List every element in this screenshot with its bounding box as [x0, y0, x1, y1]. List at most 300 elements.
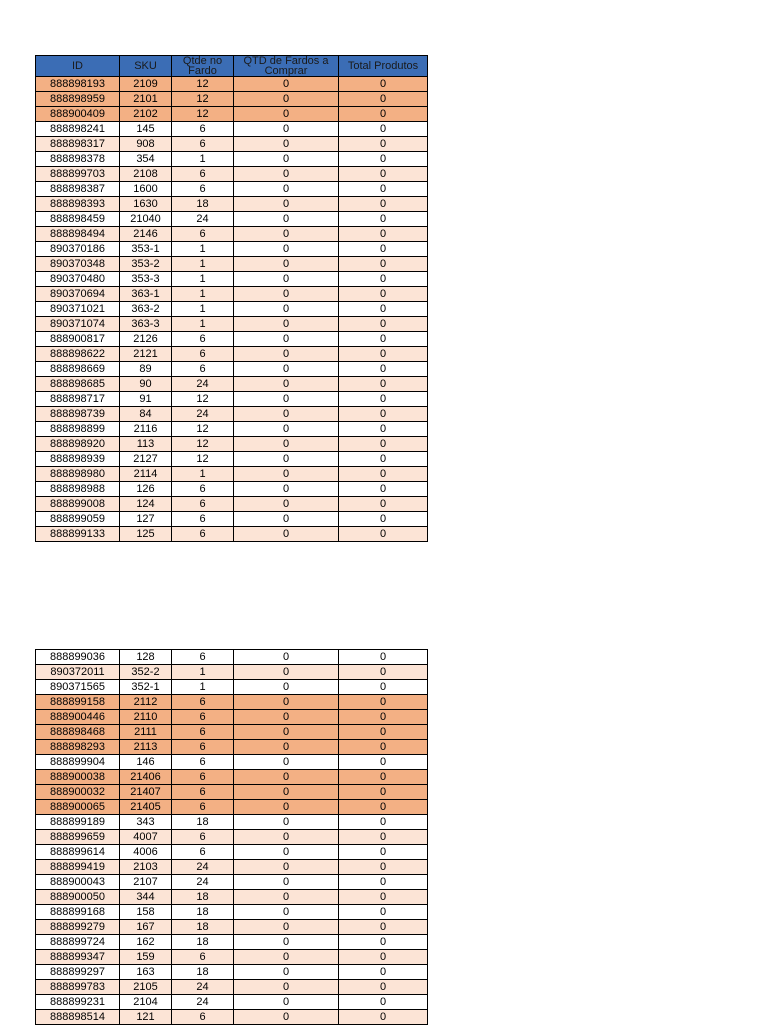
cell-sku[interactable]: 2108	[120, 167, 172, 182]
cell-fardos[interactable]: 0	[234, 272, 339, 287]
cell-qtde[interactable]: 6	[172, 227, 234, 242]
cell-id[interactable]: 888899008	[36, 497, 120, 512]
cell-sku[interactable]: 21405	[120, 800, 172, 815]
cell-id[interactable]: 888900032	[36, 785, 120, 800]
cell-fardos[interactable]: 0	[234, 437, 339, 452]
cell-fardos[interactable]: 0	[234, 392, 339, 407]
cell-fardos[interactable]: 0	[234, 665, 339, 680]
cell-id[interactable]: 888898393	[36, 197, 120, 212]
cell-id[interactable]: 888899724	[36, 935, 120, 950]
cell-sku[interactable]: 124	[120, 497, 172, 512]
cell-qtde[interactable]: 1	[172, 242, 234, 257]
cell-id[interactable]: 888899783	[36, 980, 120, 995]
cell-qtde[interactable]: 18	[172, 905, 234, 920]
cell-qtde[interactable]: 6	[172, 497, 234, 512]
cell-total[interactable]: 0	[339, 422, 428, 437]
cell-id[interactable]: 888898988	[36, 482, 120, 497]
cell-qtde[interactable]: 6	[172, 137, 234, 152]
cell-sku[interactable]: 2127	[120, 452, 172, 467]
cell-total[interactable]: 0	[339, 740, 428, 755]
cell-id[interactable]: 890371074	[36, 317, 120, 332]
cell-id[interactable]: 888898459	[36, 212, 120, 227]
cell-fardos[interactable]: 0	[234, 287, 339, 302]
cell-qtde[interactable]: 12	[172, 77, 234, 92]
cell-fardos[interactable]: 0	[234, 527, 339, 542]
cell-total[interactable]: 0	[339, 227, 428, 242]
cell-sku[interactable]: 2111	[120, 725, 172, 740]
cell-id[interactable]: 888899904	[36, 755, 120, 770]
cell-sku[interactable]: 2113	[120, 740, 172, 755]
cell-qtde[interactable]: 18	[172, 935, 234, 950]
cell-sku[interactable]: 162	[120, 935, 172, 950]
table-row	[36, 512, 428, 527]
table-row	[36, 422, 428, 437]
cell-qtde[interactable]: 1	[172, 467, 234, 482]
cell-id[interactable]: 888899279	[36, 920, 120, 935]
table-row	[36, 77, 428, 92]
header-total-produtos: Total Produtos	[339, 56, 428, 77]
cell-qtde[interactable]: 6	[172, 182, 234, 197]
cell-total[interactable]: 0	[339, 512, 428, 527]
cell-total[interactable]: 0	[339, 437, 428, 452]
cell-total[interactable]: 0	[339, 317, 428, 332]
cell-total[interactable]: 0	[339, 980, 428, 995]
cell-qtde[interactable]: 1	[172, 287, 234, 302]
cell-qtde[interactable]: 6	[172, 695, 234, 710]
cell-id[interactable]: 888898939	[36, 452, 120, 467]
table-row	[36, 167, 428, 182]
cell-fardos[interactable]: 0	[234, 1010, 339, 1025]
cell-sku[interactable]: 2105	[120, 980, 172, 995]
cell-total[interactable]: 0	[339, 482, 428, 497]
cell-qtde[interactable]: 18	[172, 815, 234, 830]
cell-qtde[interactable]: 6	[172, 512, 234, 527]
cell-sku[interactable]: 146	[120, 755, 172, 770]
cell-total[interactable]: 0	[339, 332, 428, 347]
cell-qtde[interactable]: 6	[172, 122, 234, 137]
cell-id[interactable]: 888898378	[36, 152, 120, 167]
cell-total[interactable]: 0	[339, 830, 428, 845]
table-row	[36, 347, 428, 362]
cell-id[interactable]: 888900065	[36, 800, 120, 815]
cell-total[interactable]: 0	[339, 950, 428, 965]
cell-fardos[interactable]: 0	[234, 152, 339, 167]
cell-id[interactable]: 888898685	[36, 377, 120, 392]
cell-id[interactable]: 888899297	[36, 965, 120, 980]
cell-sku[interactable]: 2110	[120, 710, 172, 725]
cell-sku[interactable]: 2112	[120, 695, 172, 710]
table-row	[36, 845, 428, 860]
cell-qtde[interactable]: 1	[172, 665, 234, 680]
cell-total[interactable]: 0	[339, 755, 428, 770]
cell-id[interactable]: 890370348	[36, 257, 120, 272]
cell-total[interactable]: 0	[339, 890, 428, 905]
cell-fardos[interactable]: 0	[234, 467, 339, 482]
table-row	[36, 497, 428, 512]
cell-id[interactable]: 888898241	[36, 122, 120, 137]
cell-total[interactable]: 0	[339, 860, 428, 875]
cell-qtde[interactable]: 12	[172, 107, 234, 122]
cell-id[interactable]: 888898920	[36, 437, 120, 452]
cell-sku[interactable]: 363-1	[120, 287, 172, 302]
cell-qtde[interactable]: 6	[172, 332, 234, 347]
cell-id[interactable]: 888899168	[36, 905, 120, 920]
cell-id[interactable]: 888900050	[36, 890, 120, 905]
cell-total[interactable]: 0	[339, 167, 428, 182]
cell-fardos[interactable]: 0	[234, 512, 339, 527]
cell-fardos[interactable]: 0	[234, 422, 339, 437]
cell-fardos[interactable]: 0	[234, 680, 339, 695]
cell-qtde[interactable]: 12	[172, 437, 234, 452]
cell-qtde[interactable]: 12	[172, 92, 234, 107]
cell-qtde[interactable]: 6	[172, 740, 234, 755]
cell-id[interactable]: 888900817	[36, 332, 120, 347]
table-row	[36, 740, 428, 755]
cell-total[interactable]: 0	[339, 935, 428, 950]
cell-total[interactable]: 0	[339, 467, 428, 482]
cell-qtde[interactable]: 6	[172, 527, 234, 542]
cell-fardos[interactable]: 0	[234, 695, 339, 710]
cell-sku[interactable]: 128	[120, 650, 172, 665]
cell-sku[interactable]: 344	[120, 890, 172, 905]
table-row	[36, 965, 428, 980]
table-row	[36, 725, 428, 740]
cell-qtde[interactable]: 6	[172, 347, 234, 362]
cell-total[interactable]: 0	[339, 800, 428, 815]
cell-qtde[interactable]: 1	[172, 272, 234, 287]
cell-fardos[interactable]: 0	[234, 482, 339, 497]
cell-sku[interactable]: 2104	[120, 995, 172, 1010]
cell-qtde[interactable]: 1	[172, 152, 234, 167]
cell-total[interactable]: 0	[339, 452, 428, 467]
cell-qtde[interactable]: 6	[172, 362, 234, 377]
cell-sku[interactable]: 2107	[120, 875, 172, 890]
cell-fardos[interactable]: 0	[234, 830, 339, 845]
cell-fardos[interactable]: 0	[234, 257, 339, 272]
cell-id[interactable]: 888899036	[36, 650, 120, 665]
cell-total[interactable]: 0	[339, 362, 428, 377]
header-sku: SKU	[120, 56, 172, 77]
cell-qtde[interactable]: 6	[172, 770, 234, 785]
cell-fardos[interactable]: 0	[234, 122, 339, 137]
header-id: ID	[36, 56, 120, 77]
cell-total[interactable]: 0	[339, 680, 428, 695]
cell-sku[interactable]: 127	[120, 512, 172, 527]
cell-qtde[interactable]: 18	[172, 890, 234, 905]
cell-id[interactable]: 888898514	[36, 1010, 120, 1025]
cell-id[interactable]: 888898317	[36, 137, 120, 152]
cell-id[interactable]: 888899659	[36, 830, 120, 845]
cell-id[interactable]: 888898669	[36, 362, 120, 377]
cell-qtde[interactable]: 6	[172, 710, 234, 725]
table-row	[36, 332, 428, 347]
cell-total[interactable]: 0	[339, 725, 428, 740]
header-qtde-no-fardo: Qtde no Fardo	[172, 56, 234, 77]
cell-total[interactable]: 0	[339, 122, 428, 137]
cell-fardos[interactable]: 0	[234, 935, 339, 950]
cell-fardos[interactable]: 0	[234, 725, 339, 740]
cell-fardos[interactable]: 0	[234, 362, 339, 377]
cell-sku[interactable]: 353-2	[120, 257, 172, 272]
cell-fardos[interactable]: 0	[234, 77, 339, 92]
cell-qtde[interactable]: 24	[172, 212, 234, 227]
cell-total[interactable]: 0	[339, 77, 428, 92]
cell-id[interactable]: 888899614	[36, 845, 120, 860]
cell-sku[interactable]: 353-1	[120, 242, 172, 257]
cell-total[interactable]: 0	[339, 695, 428, 710]
cell-sku[interactable]: 908	[120, 137, 172, 152]
cell-sku[interactable]: 90	[120, 377, 172, 392]
cell-qtde[interactable]: 24	[172, 875, 234, 890]
cell-total[interactable]: 0	[339, 920, 428, 935]
cell-id[interactable]: 888900446	[36, 710, 120, 725]
cell-total[interactable]: 0	[339, 182, 428, 197]
cell-qtde[interactable]: 6	[172, 830, 234, 845]
cell-sku[interactable]: 159	[120, 950, 172, 965]
cell-id[interactable]: 888899703	[36, 167, 120, 182]
cell-total[interactable]: 0	[339, 995, 428, 1010]
table-row	[36, 272, 428, 287]
cell-id[interactable]: 890371021	[36, 302, 120, 317]
cell-sku[interactable]: 163	[120, 965, 172, 980]
cell-total[interactable]: 0	[339, 845, 428, 860]
cell-sku[interactable]: 4007	[120, 830, 172, 845]
cell-sku[interactable]: 125	[120, 527, 172, 542]
cell-qtde[interactable]: 6	[172, 1010, 234, 1025]
table-row	[36, 317, 428, 332]
cell-id[interactable]: 888899158	[36, 695, 120, 710]
cell-qtde[interactable]: 6	[172, 785, 234, 800]
cell-fardos[interactable]: 0	[234, 107, 339, 122]
cell-qtde[interactable]: 6	[172, 650, 234, 665]
cell-total[interactable]: 0	[339, 302, 428, 317]
cell-total[interactable]: 0	[339, 377, 428, 392]
cell-fardos[interactable]: 0	[234, 317, 339, 332]
cell-total[interactable]: 0	[339, 212, 428, 227]
cell-id[interactable]: 888899189	[36, 815, 120, 830]
cell-qtde[interactable]: 12	[172, 422, 234, 437]
cell-sku[interactable]: 354	[120, 152, 172, 167]
cell-qtde[interactable]: 24	[172, 995, 234, 1010]
cell-fardos[interactable]: 0	[234, 965, 339, 980]
cell-qtde[interactable]: 1	[172, 257, 234, 272]
cell-total[interactable]: 0	[339, 665, 428, 680]
cell-total[interactable]: 0	[339, 965, 428, 980]
cell-qtde[interactable]: 6	[172, 482, 234, 497]
cell-id[interactable]: 888900038	[36, 770, 120, 785]
cell-sku[interactable]: 2146	[120, 227, 172, 242]
cell-total[interactable]: 0	[339, 875, 428, 890]
cell-fardos[interactable]: 0	[234, 980, 339, 995]
cell-total[interactable]: 0	[339, 92, 428, 107]
cell-sku[interactable]: 363-3	[120, 317, 172, 332]
cell-sku[interactable]: 145	[120, 122, 172, 137]
cell-fardos[interactable]: 0	[234, 890, 339, 905]
cell-id[interactable]: 890371565	[36, 680, 120, 695]
cell-sku[interactable]: 2102	[120, 107, 172, 122]
products-table-top	[35, 55, 428, 542]
cell-sku[interactable]: 2126	[120, 332, 172, 347]
cell-fardos[interactable]: 0	[234, 332, 339, 347]
cell-fardos[interactable]: 0	[234, 740, 339, 755]
cell-fardos[interactable]: 0	[234, 800, 339, 815]
cell-id[interactable]: 888898717	[36, 392, 120, 407]
cell-id[interactable]: 888900409	[36, 107, 120, 122]
cell-qtde[interactable]: 6	[172, 167, 234, 182]
cell-fardos[interactable]: 0	[234, 92, 339, 107]
cell-qtde[interactable]: 6	[172, 800, 234, 815]
cell-id[interactable]: 888898387	[36, 182, 120, 197]
cell-fardos[interactable]: 0	[234, 242, 339, 257]
cell-total[interactable]: 0	[339, 785, 428, 800]
cell-fardos[interactable]: 0	[234, 452, 339, 467]
cell-qtde[interactable]: 6	[172, 725, 234, 740]
cell-sku[interactable]: 353-3	[120, 272, 172, 287]
cell-fardos[interactable]: 0	[234, 407, 339, 422]
cell-sku[interactable]: 158	[120, 905, 172, 920]
cell-sku[interactable]: 2103	[120, 860, 172, 875]
cell-fardos[interactable]: 0	[234, 785, 339, 800]
cell-total[interactable]: 0	[339, 650, 428, 665]
cell-sku[interactable]: 121	[120, 1010, 172, 1025]
cell-sku[interactable]: 84	[120, 407, 172, 422]
cell-total[interactable]: 0	[339, 1010, 428, 1025]
cell-sku[interactable]: 2116	[120, 422, 172, 437]
cell-fardos[interactable]: 0	[234, 815, 339, 830]
cell-fardos[interactable]: 0	[234, 197, 339, 212]
cell-qtde[interactable]: 24	[172, 407, 234, 422]
cell-sku[interactable]: 1630	[120, 197, 172, 212]
cell-id[interactable]: 888898899	[36, 422, 120, 437]
cell-total[interactable]: 0	[339, 287, 428, 302]
cell-total[interactable]: 0	[339, 152, 428, 167]
cell-fardos[interactable]: 0	[234, 995, 339, 1010]
cell-qtde[interactable]: 24	[172, 860, 234, 875]
cell-sku[interactable]: 1600	[120, 182, 172, 197]
cell-id[interactable]: 890370480	[36, 272, 120, 287]
cell-sku[interactable]: 2121	[120, 347, 172, 362]
cell-fardos[interactable]: 0	[234, 845, 339, 860]
cell-id[interactable]: 890370694	[36, 287, 120, 302]
cell-qtde[interactable]: 1	[172, 680, 234, 695]
cell-sku[interactable]: 352-2	[120, 665, 172, 680]
cell-qtde[interactable]: 6	[172, 755, 234, 770]
cell-fardos[interactable]: 0	[234, 212, 339, 227]
cell-fardos[interactable]: 0	[234, 182, 339, 197]
table-row	[36, 92, 428, 107]
cell-total[interactable]: 0	[339, 272, 428, 287]
cell-qtde[interactable]: 24	[172, 377, 234, 392]
cell-qtde[interactable]: 6	[172, 845, 234, 860]
cell-total[interactable]: 0	[339, 137, 428, 152]
cell-total[interactable]: 0	[339, 710, 428, 725]
cell-fardos[interactable]: 0	[234, 905, 339, 920]
cell-sku[interactable]: 21406	[120, 770, 172, 785]
cell-id[interactable]: 888898193	[36, 77, 120, 92]
cell-total[interactable]: 0	[339, 347, 428, 362]
cell-qtde[interactable]: 24	[172, 980, 234, 995]
cell-fardos[interactable]: 0	[234, 875, 339, 890]
cell-qtde[interactable]: 12	[172, 392, 234, 407]
cell-sku[interactable]: 126	[120, 482, 172, 497]
cell-id[interactable]: 890370186	[36, 242, 120, 257]
cell-sku[interactable]: 352-1	[120, 680, 172, 695]
cell-sku[interactable]: 91	[120, 392, 172, 407]
cell-total[interactable]: 0	[339, 770, 428, 785]
cell-qtde[interactable]: 6	[172, 950, 234, 965]
cell-fardos[interactable]: 0	[234, 137, 339, 152]
cell-id[interactable]: 888898622	[36, 347, 120, 362]
cell-total[interactable]: 0	[339, 815, 428, 830]
cell-sku[interactable]: 89	[120, 362, 172, 377]
cell-sku[interactable]: 2114	[120, 467, 172, 482]
cell-qtde[interactable]: 18	[172, 920, 234, 935]
cell-sku[interactable]: 167	[120, 920, 172, 935]
cell-fardos[interactable]: 0	[234, 302, 339, 317]
cell-id[interactable]: 890372011	[36, 665, 120, 680]
cell-id[interactable]: 888900043	[36, 875, 120, 890]
cell-fardos[interactable]: 0	[234, 920, 339, 935]
cell-id[interactable]: 888898980	[36, 467, 120, 482]
cell-total[interactable]: 0	[339, 407, 428, 422]
cell-qtde[interactable]: 1	[172, 317, 234, 332]
cell-fardos[interactable]: 0	[234, 755, 339, 770]
cell-sku[interactable]: 2109	[120, 77, 172, 92]
cell-sku[interactable]: 343	[120, 815, 172, 830]
cell-id[interactable]: 888899059	[36, 512, 120, 527]
cell-total[interactable]: 0	[339, 257, 428, 272]
cell-qtde[interactable]: 12	[172, 452, 234, 467]
cell-qtde[interactable]: 18	[172, 197, 234, 212]
cell-fardos[interactable]: 0	[234, 860, 339, 875]
cell-qtde[interactable]: 1	[172, 302, 234, 317]
cell-id[interactable]: 888898959	[36, 92, 120, 107]
cell-fardos[interactable]: 0	[234, 650, 339, 665]
cell-id[interactable]: 888898468	[36, 725, 120, 740]
cell-fardos[interactable]: 0	[234, 497, 339, 512]
cell-id[interactable]: 888899133	[36, 527, 120, 542]
cell-id[interactable]: 888899419	[36, 860, 120, 875]
cell-qtde[interactable]: 18	[172, 965, 234, 980]
cell-total[interactable]: 0	[339, 905, 428, 920]
cell-id[interactable]: 888898494	[36, 227, 120, 242]
cell-fardos[interactable]: 0	[234, 770, 339, 785]
cell-fardos[interactable]: 0	[234, 227, 339, 242]
cell-fardos[interactable]: 0	[234, 167, 339, 182]
cell-total[interactable]: 0	[339, 527, 428, 542]
cell-fardos[interactable]: 0	[234, 710, 339, 725]
cell-id[interactable]: 888898293	[36, 740, 120, 755]
cell-sku[interactable]: 113	[120, 437, 172, 452]
cell-total[interactable]: 0	[339, 497, 428, 512]
cell-id[interactable]: 888898739	[36, 407, 120, 422]
cell-fardos[interactable]: 0	[234, 347, 339, 362]
cell-sku[interactable]: 21040	[120, 212, 172, 227]
cell-sku[interactable]: 21407	[120, 785, 172, 800]
table-row	[36, 467, 428, 482]
cell-sku[interactable]: 363-2	[120, 302, 172, 317]
cell-fardos[interactable]: 0	[234, 950, 339, 965]
cell-id[interactable]: 888899347	[36, 950, 120, 965]
cell-total[interactable]: 0	[339, 392, 428, 407]
cell-sku[interactable]: 2101	[120, 92, 172, 107]
cell-sku[interactable]: 4006	[120, 845, 172, 860]
cell-id[interactable]: 888899231	[36, 995, 120, 1010]
cell-fardos[interactable]: 0	[234, 377, 339, 392]
cell-total[interactable]: 0	[339, 107, 428, 122]
cell-total[interactable]: 0	[339, 197, 428, 212]
cell-total[interactable]: 0	[339, 242, 428, 257]
